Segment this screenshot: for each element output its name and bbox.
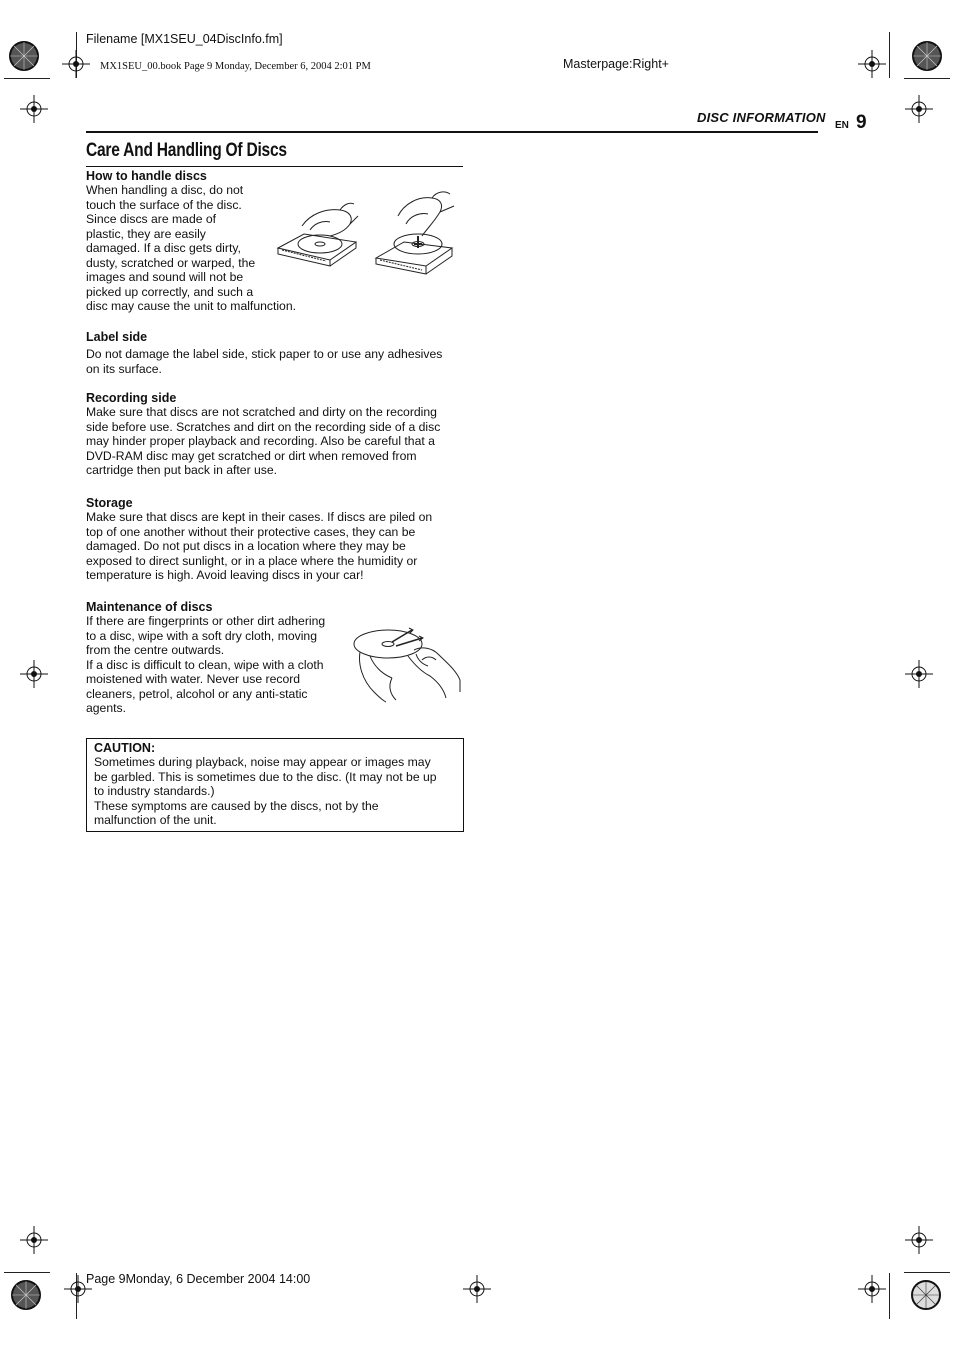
section-recording-side xyxy=(86,391,464,478)
section-line: to a disc, wipe with a soft dry cloth, moving xyxy=(86,628,317,643)
section-heading: Recording side xyxy=(86,391,177,405)
footer-print-info: Page 9Monday, 6 December 2004 14:00 xyxy=(86,1272,311,1286)
crop-line xyxy=(4,1272,50,1273)
registration-mark-icon xyxy=(905,660,933,688)
caution-line: to industry standards.) xyxy=(94,784,215,798)
section-heading: Maintenance of discs xyxy=(86,600,213,614)
caution-line: Sometimes during playback, noise may appear or images may xyxy=(94,755,431,769)
section-line: damaged. If a disc gets dirty, xyxy=(86,241,241,255)
caution-box xyxy=(86,738,464,832)
page-number: 9 xyxy=(856,112,867,133)
section-line: agents. xyxy=(86,701,126,715)
section-line: cartridge then put back in after use. xyxy=(86,463,278,477)
caution-heading: CAUTION: xyxy=(94,741,156,755)
section-line: moistened with water. Never use record xyxy=(86,672,301,686)
section-line: touch the surface of the disc. xyxy=(86,197,242,212)
registration-mark-icon xyxy=(20,1226,48,1254)
section-line: damaged. Do not put discs in a location where they may be xyxy=(86,539,406,553)
crop-line xyxy=(889,32,890,78)
header-rule xyxy=(86,131,818,133)
section-line: picked up correctly, and such a xyxy=(86,284,254,299)
crop-line xyxy=(904,1272,950,1273)
color-target-icon xyxy=(910,1279,942,1311)
caution-line: malfunction of the unit. xyxy=(94,813,217,827)
section-line: from the centre outwards. xyxy=(86,643,225,657)
section-line: exposed to direct sunlight, or in a place where the humidity or xyxy=(86,553,418,568)
registration-mark-icon xyxy=(463,1275,491,1303)
section-line: plastic, they are easily xyxy=(86,226,206,241)
section-line: top of one another without their protective cases, they can be xyxy=(86,524,416,539)
registration-mark-icon xyxy=(905,1226,933,1254)
registration-mark-icon xyxy=(62,50,90,78)
section-line: disc may cause the unit to malfunction. xyxy=(86,299,297,313)
section-heading: Label side xyxy=(86,330,148,344)
section-line: on its surface. xyxy=(86,361,162,376)
header-book-line: MX1SEU_00.book Page 9 Monday, December 6, 2004 2:01 PM xyxy=(100,61,371,72)
registration-mark-icon xyxy=(905,95,933,123)
title-rule xyxy=(86,166,463,167)
header-filename: Filename [MX1SEU_04DiscInfo.fm] xyxy=(86,32,283,46)
section-line: If a disc is difficult to clean, wipe with a cloth xyxy=(86,657,324,672)
section-storage xyxy=(86,496,464,583)
crop-line xyxy=(4,78,50,79)
color-target-icon xyxy=(911,40,943,72)
caution-line: be garbled. This is sometimes due to the disc. (It may not be up xyxy=(94,769,437,784)
section-line: cleaners, petrol, alcohol or any anti-static xyxy=(86,686,308,701)
section-line: may hinder proper playback and recording. Also be careful that a xyxy=(86,434,435,448)
registration-mark-icon xyxy=(64,1275,92,1303)
registration-mark-icon xyxy=(20,95,48,123)
section-line: Make sure that discs are kept in their cases. If discs are piled on xyxy=(86,510,433,524)
section-label-side xyxy=(86,330,464,376)
section-line: DVD-RAM disc may get scratched or dirt when removed from xyxy=(86,448,417,463)
section-line: dusty, scratched or warped, the xyxy=(86,255,256,270)
crop-line xyxy=(889,1273,890,1319)
color-target-icon xyxy=(10,1279,42,1311)
section-line: Since discs are made of xyxy=(86,212,217,226)
section-line: images and sound will not be xyxy=(86,270,244,284)
section-line: Make sure that discs are not scratched and dirty on the recording xyxy=(86,405,437,419)
page-title: Care And Handling Of Discs xyxy=(86,140,287,161)
section-heading: How to handle discs xyxy=(86,169,207,183)
section-line: When handling a disc, do not xyxy=(86,183,244,197)
registration-mark-icon xyxy=(858,1275,886,1303)
language-label: EN xyxy=(835,120,849,131)
registration-mark-icon xyxy=(858,50,886,78)
disc-handling-illustration xyxy=(274,186,464,276)
crop-line xyxy=(904,78,950,79)
section-line: Do not damage the label side, stick paper to or use any adhesives xyxy=(86,347,443,361)
caution-line: These symptoms are caused by the discs, not by the xyxy=(94,798,379,813)
section-heading: Storage xyxy=(86,496,133,510)
section-line: side before use. Scratches and dirt on the recording side of a disc xyxy=(86,419,441,434)
disc-cleaning-illustration xyxy=(352,620,464,704)
section-line: temperature is high. Avoid leaving discs in your car! xyxy=(86,568,364,582)
running-head-section: DISC INFORMATION xyxy=(697,110,826,125)
section-line: If there are fingerprints or other dirt adhering xyxy=(86,614,326,628)
color-target-icon xyxy=(8,40,40,72)
registration-mark-icon xyxy=(20,660,48,688)
header-masterpage: Masterpage:Right+ xyxy=(563,57,669,71)
